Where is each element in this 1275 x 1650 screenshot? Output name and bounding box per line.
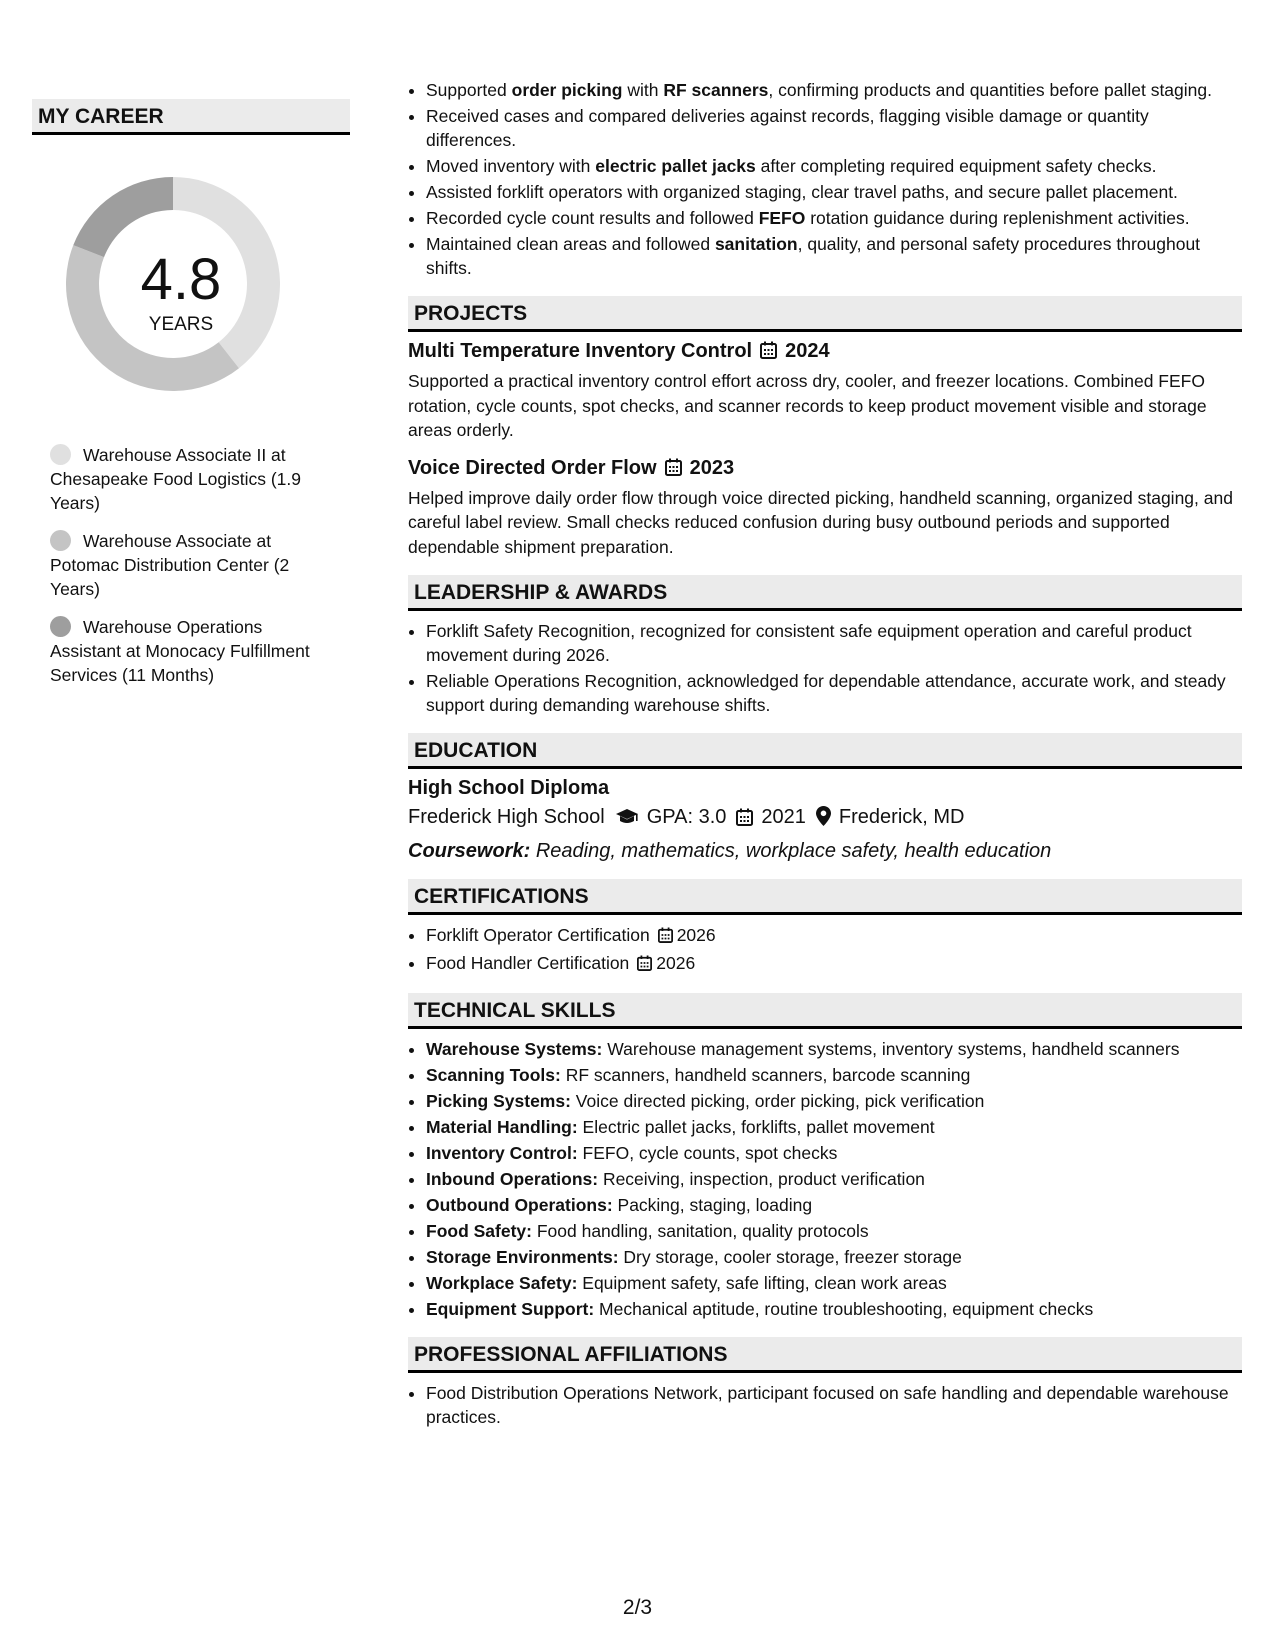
career-sidebar [32,99,350,701]
experience-bullet: • Moved inventory with electric pallet jacks after completing required equipment safety checks. [426,154,1242,178]
coursework-label: Coursework: [408,840,531,862]
affiliations-header: PROFESSIONAL AFFILIATIONS [408,1337,1242,1373]
certification-item [426,951,1242,977]
project-description: Supported a practical inventory control effort across dry, cooler, and freezer locations. Combined FEFO rotation, cycle counts, spot checks, and scanner records to keep product movement visible and storage areas orderly. [408,371,1207,440]
experience-bullet: • Received cases and compared deliveries against records, flagging visible damage or quantity differences. [426,104,1242,152]
project-name: Multi Temperature Inventory Control [408,340,753,362]
affiliation-item: • Food Distribution Operations Network, participant focused on safe handling and dependable warehouse practices. [426,1381,1242,1429]
main-content [408,78,1242,1431]
skill-item: • Food Safety: Food handling, sanitation, quality protocols [426,1219,1242,1243]
legend-dot [50,616,71,637]
legend-label: Warehouse Associate at Potomac Distribution Center (2 Years) [50,531,290,599]
certifications-list [408,923,1242,977]
project-name: Voice Directed Order Flow [408,456,657,479]
career-donut-chart [66,177,296,407]
coursework [408,840,1242,863]
skill-item: • Scanning Tools: RF scanners, handheld scanners, barcode scanning [426,1063,1242,1087]
school-name: Frederick High School [408,806,605,828]
experience-bullets [408,78,1242,280]
certification-name: Forklift Operator Certification [426,925,650,945]
skills-list [408,1037,1242,1321]
affiliations-list [408,1381,1242,1429]
total-years-label: YEARS [148,314,214,335]
award-item: • Reliable Operations Recognition, acknowledged for dependable attendance, accurate work, and steady support during demanding warehouse shifts. [426,669,1242,717]
projects-header: PROJECTS [408,296,1242,332]
map-pin-icon [816,806,831,832]
experience-bullet: • Recorded cycle count results and followed FEFO rotation guidance during replenishment activities. [426,206,1242,230]
skill-item: • Storage Environments: Dry storage, cooler storage, freezer storage [426,1245,1242,1269]
certification-year: 2026 [676,925,716,945]
career-title: MY CAREER [32,99,350,135]
legend-label: Warehouse Operations Assistant at Monocacy Fulfillment Services (11 Months) [50,617,310,685]
experience-bullet: • Assisted forklift operators with organized staging, clear travel paths, and secure pallet placement. [426,180,1242,204]
project-year: 2023 [689,456,735,479]
certification-year: 2026 [656,953,696,973]
career-legend [50,443,330,687]
legend-dot [50,444,71,465]
skill-item: • Picking Systems: Voice directed picking, order picking, pick verification [426,1089,1242,1113]
skill-item: • Equipment Support: Mechanical aptitude, routine troubleshooting, equipment checks [426,1297,1242,1321]
skills-header: TECHNICAL SKILLS [408,993,1242,1029]
project-description: Helped improve daily order flow through voice directed picking, handheld scanning, organized staging, and careful label review. Small checks reduced confusion during busy outbound periods and supported dependable shipment preparation. [408,487,1233,557]
skill-item: • Inventory Control: FEFO, cycle counts, spot checks [426,1141,1242,1165]
skill-item: • Inbound Operations: Receiving, inspection, product verification [426,1167,1242,1191]
gpa: GPA: 3.0 [646,806,727,828]
skill-item: • Material Handling: Electric pallet jacks, forklifts, pallet movement [426,1115,1242,1139]
project-item [408,457,1242,560]
project-item [408,340,1242,443]
calendar-icon [637,953,652,977]
calendar-icon [665,458,682,482]
degree-title: High School Diploma [408,777,610,799]
total-years-value: 4.8 [140,247,222,312]
page-number: 2/3 [622,1596,653,1619]
graduation-year: 2021 [761,806,806,828]
calendar-icon [736,808,753,832]
skill-item: • Workplace Safety: Equipment safety, safe lifting, clean work areas [426,1271,1242,1295]
certifications-header: CERTIFICATIONS [408,879,1242,915]
legend-dot [50,530,71,551]
calendar-icon [760,341,777,365]
coursework-text: Reading, mathematics, workplace safety, health education [535,840,1052,862]
award-item: • Forklift Safety Recognition, recognized for consistent safe equipment operation and careful product movement during 2026. [426,619,1242,667]
experience-bullet: • Maintained clean areas and followed sanitation, quality, and personal safety procedures throughout shifts. [426,232,1242,280]
legend-item [50,615,330,687]
experience-bullet: • Supported order picking with RF scanners, confirming products and quantities before pallet staging. [426,78,1242,102]
awards-list [408,619,1242,717]
legend-item [50,529,330,601]
calendar-icon [658,925,673,949]
certification-name: Food Handler Certification [426,953,630,973]
project-year: 2024 [785,340,830,362]
education-details [408,806,1242,832]
awards-header: LEADERSHIP & AWARDS [408,575,1242,611]
certification-item [426,923,1242,949]
skill-item: • Outbound Operations: Packing, staging, loading [426,1193,1242,1217]
skill-item: • Warehouse Systems: Warehouse management systems, inventory systems, handheld scanners [426,1037,1242,1061]
legend-label: Warehouse Associate II at Chesapeake Food Logistics (1.9 Years) [50,445,301,513]
school-location: Frederick, MD [838,806,965,828]
education-header: EDUCATION [408,733,1242,769]
graduation-cap-icon [615,808,639,832]
legend-item [50,443,330,515]
